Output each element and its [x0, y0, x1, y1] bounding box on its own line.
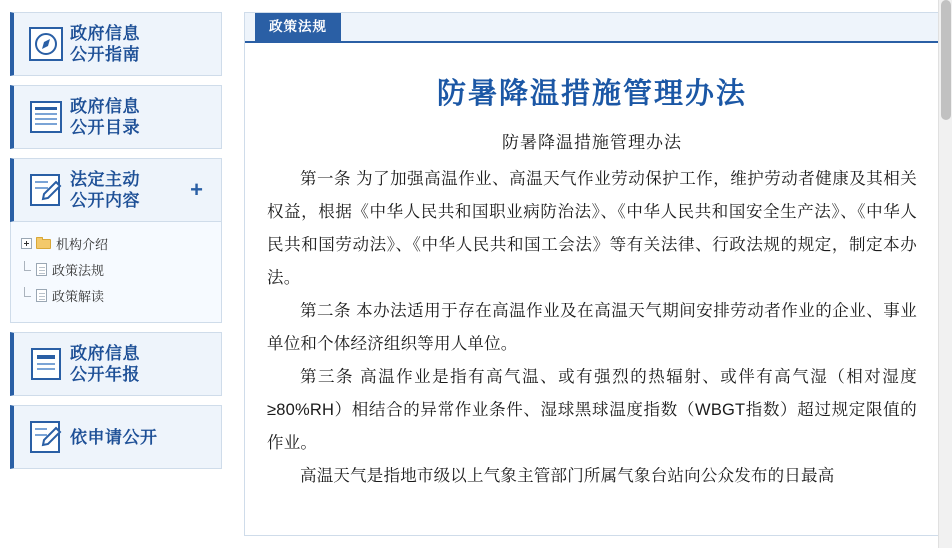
compass-icon [24, 22, 68, 66]
document-icon [36, 289, 47, 302]
scrollbar-thumb[interactable] [941, 0, 951, 120]
paragraph: 第二条 本办法适用于存在高温作业及在高温天气期间安排劳动者作业的企业、事业单位和个体经济组织等用人单位。 [267, 302, 917, 353]
label-line-2: 公开内容 [70, 191, 140, 210]
paragraph: 第一条 为了加强高温作业、高温天气作业劳动保护工作，维护劳动者健康及其相关权益，根据《中华人民共和国职业病防治法》、《中华人民共和国安全生产法》、《中华人民共和国劳动法》、《中华人民共和国工会法》等有关法律、行政法规的规定，制定本办法。 [267, 170, 917, 287]
label-line-1: 依申请公开 [70, 427, 158, 447]
paragraph: 高温天气是指地市级以上气象主管部门所属气象台站向公众发布的日最高 [300, 467, 835, 485]
expand-plus-icon[interactable]: + [190, 177, 203, 202]
tree-elbow-icon [21, 264, 32, 275]
sidebar-item-public-catalog[interactable] [10, 85, 222, 149]
sidebar-item-label [68, 427, 158, 448]
expand-toggle-icon[interactable] [21, 238, 32, 249]
apply-pen-icon [24, 415, 68, 459]
content-area [232, 0, 952, 548]
edit-document-icon [24, 168, 68, 212]
sidebar-item-apply-disclosure[interactable] [10, 405, 222, 469]
tree-item-policy-regulations[interactable] [11, 256, 221, 282]
tree-item-label: 政策解读 [52, 288, 105, 304]
label-line-1: 政府信息 [70, 344, 140, 363]
tree-item-label: 机构介绍 [56, 236, 109, 252]
tab-policy-regulations[interactable]: 政策法规 [255, 13, 341, 41]
paragraph: 第三条 高温作业是指有高气温、或有强烈的热辐射、或伴有高气湿（相对湿度≥80%RH）相结合的异常作业条件、湿球黑球温度指数（WBGT指数）超过规定限值的作业。 [267, 368, 917, 452]
sidebar-item-label [68, 96, 140, 138]
sidebar-item-public-guide[interactable] [10, 12, 222, 76]
document-subtitle: 防暑降温措施管理办法 [502, 133, 682, 152]
label-line-2: 公开年报 [70, 365, 140, 384]
article [245, 43, 939, 493]
sidebar-item-label [68, 169, 140, 211]
folder-icon [36, 237, 51, 249]
label-line-1: 政府信息 [70, 97, 140, 116]
tree-elbow-icon [21, 290, 32, 301]
tree-item-org-intro[interactable] [11, 230, 221, 256]
document-icon [36, 263, 47, 276]
sidebar-item-label [68, 23, 140, 65]
tab-bar [245, 13, 939, 43]
page-scrollbar[interactable] [938, 0, 952, 548]
label-line-1: 政府信息 [70, 24, 140, 43]
sidebar-item-label [68, 343, 140, 385]
page-title: 防暑降温措施管理办法 [436, 76, 747, 110]
sidebar-tree [10, 222, 222, 323]
sidebar-item-annual-report[interactable] [10, 332, 222, 396]
label-line-1: 法定主动 [70, 170, 140, 189]
tree-item-policy-interpretation[interactable] [11, 282, 221, 308]
tree-item-label: 政策法规 [52, 262, 105, 278]
sidebar-item-statutory-content[interactable] [10, 158, 222, 222]
label-line-2: 公开目录 [70, 118, 140, 137]
list-document-icon [24, 95, 68, 139]
sidebar [0, 0, 232, 548]
content-panel [244, 12, 940, 536]
report-document-icon [24, 342, 68, 386]
label-line-2: 公开指南 [70, 45, 140, 64]
